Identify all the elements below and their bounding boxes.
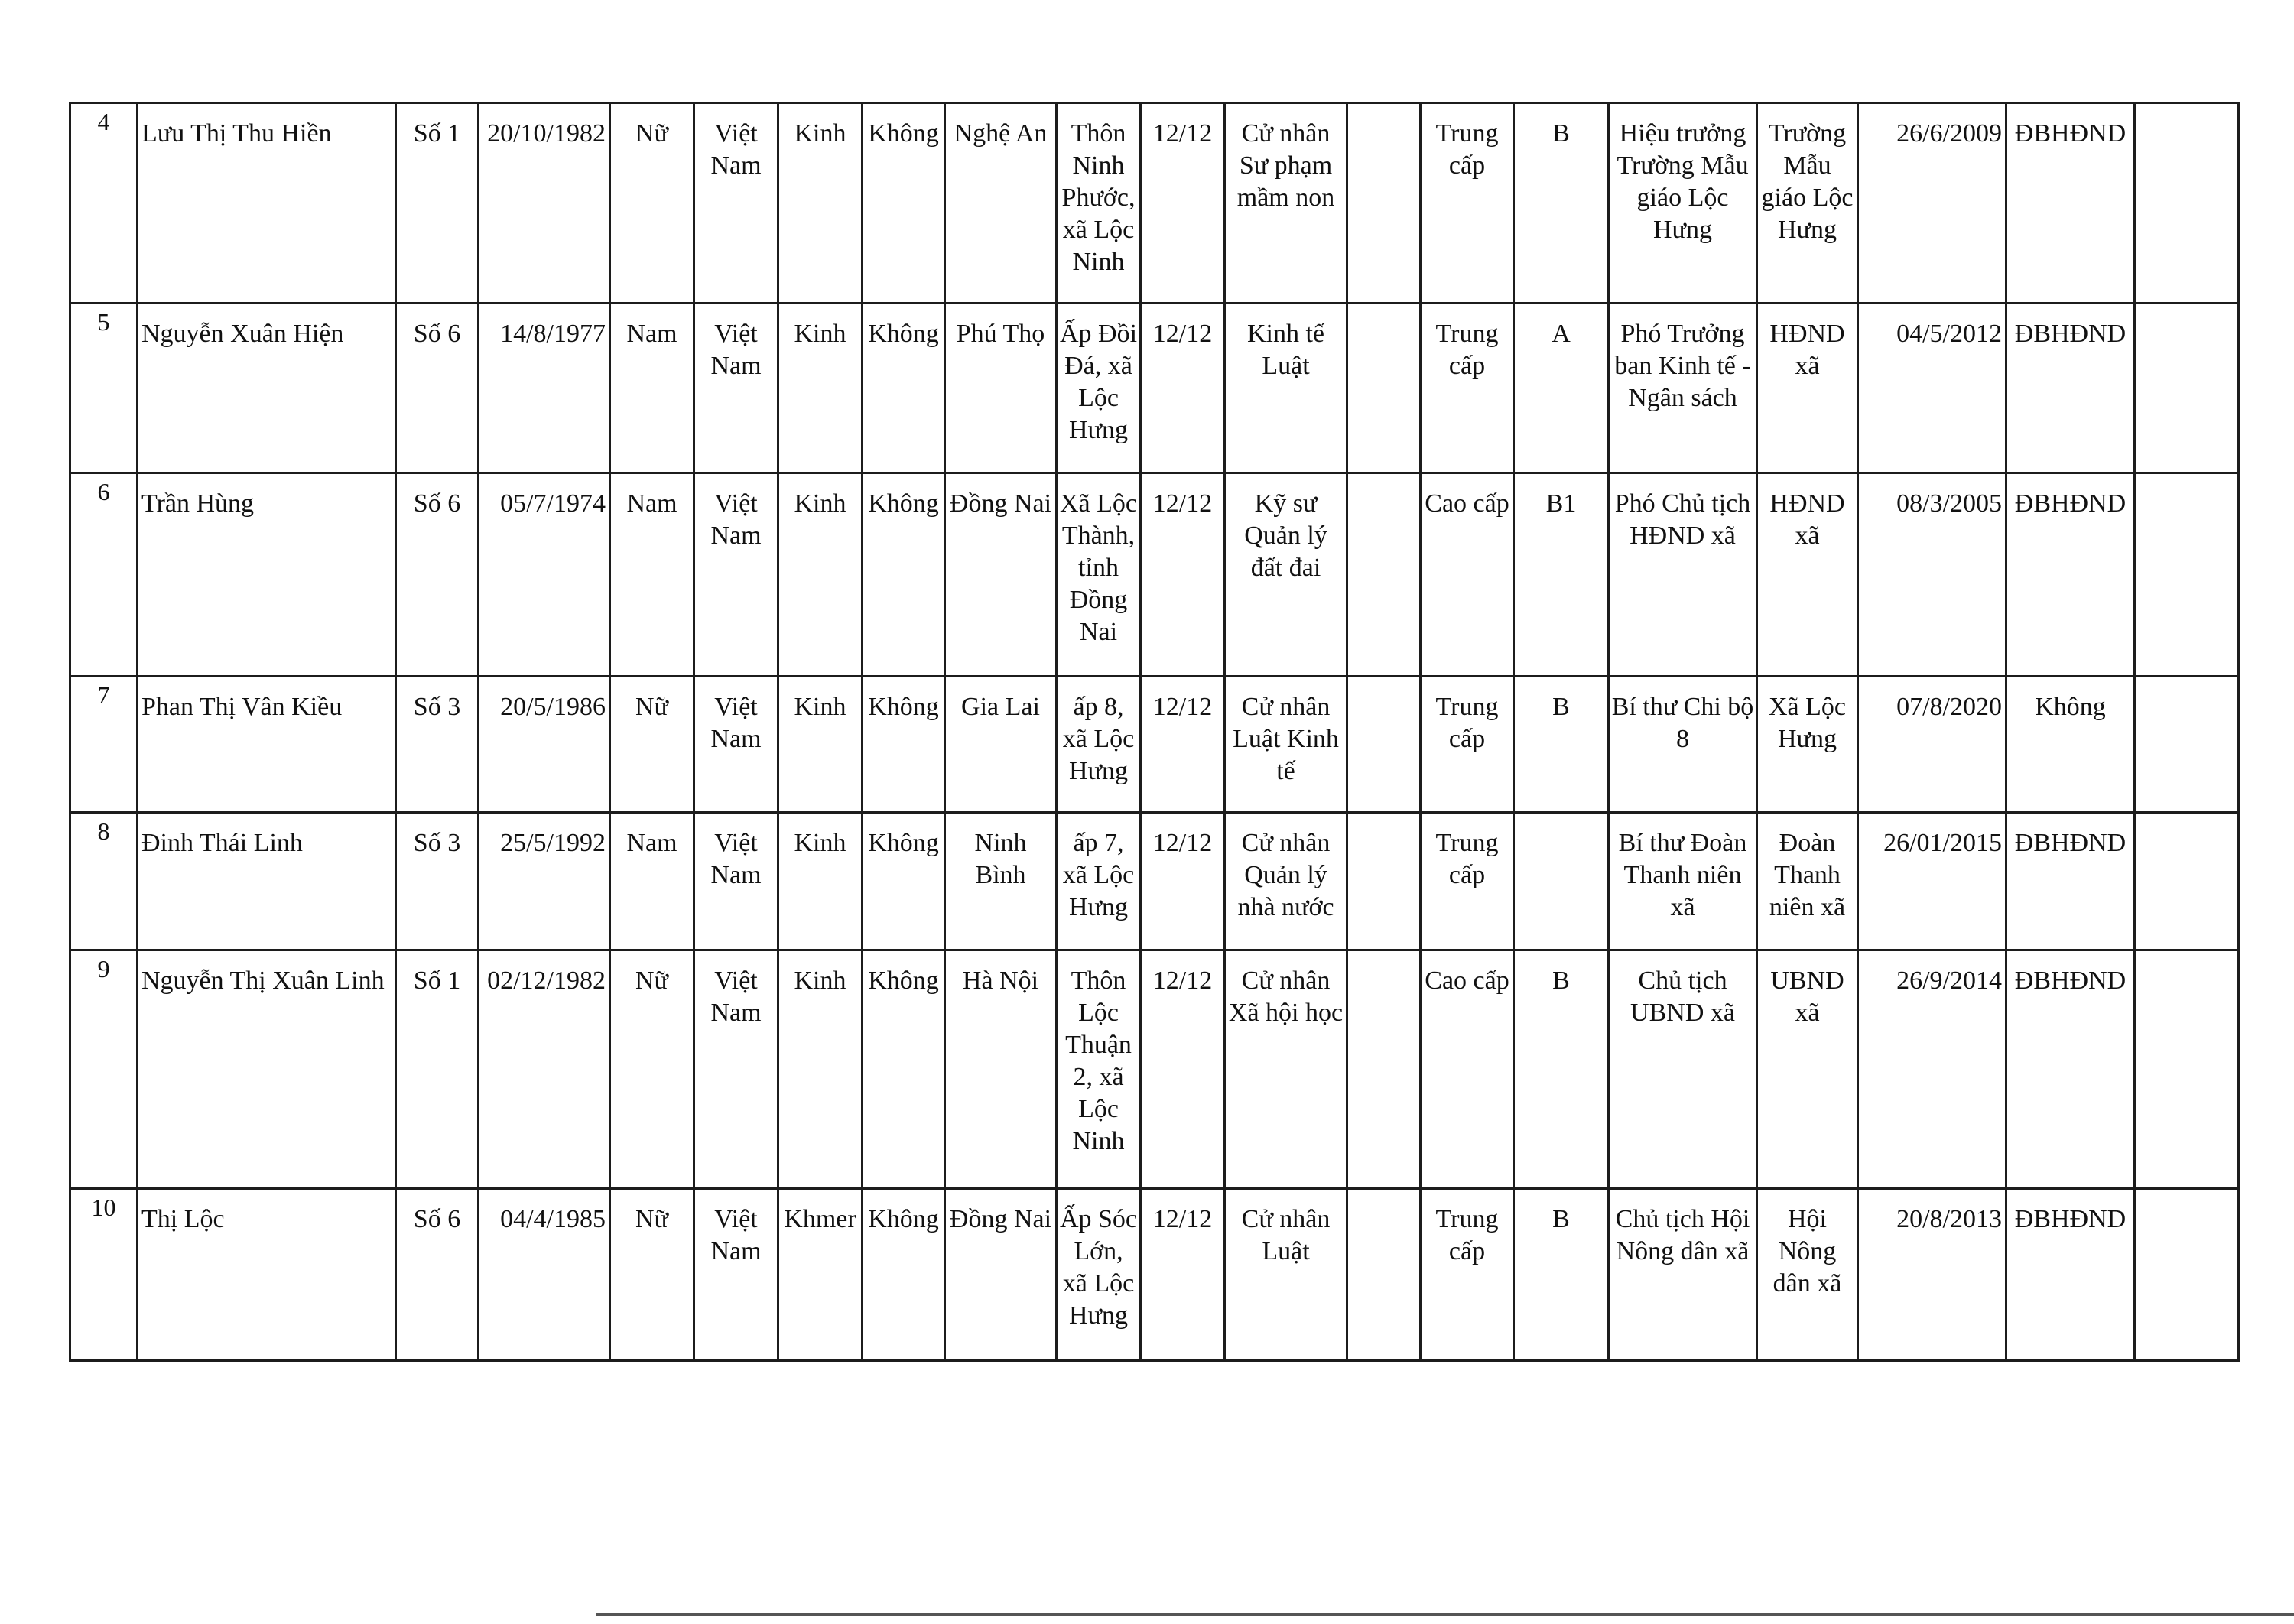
cell-empty-cell xyxy=(1347,950,1421,1189)
cell-row-number: 10 xyxy=(70,1189,138,1361)
cell-full-name: Nguyễn Xuân Hiện xyxy=(138,304,396,473)
cell-ethnicity: Kinh xyxy=(778,473,863,677)
cell-party-admission-date: 26/9/2014 xyxy=(1858,950,2006,1189)
cell-workplace: Xã Lộc Hưng xyxy=(1757,677,1858,813)
cell-district-number: Số 3 xyxy=(396,813,479,950)
cell-date-of-birth: 14/8/1977 xyxy=(479,304,610,473)
cell-full-name: Phan Thị Vân Kiều xyxy=(138,677,396,813)
cell-job-position: Phó Chủ tịch HĐND xã xyxy=(1609,473,1757,677)
cell-job-position: Bí thư Đoàn Thanh niên xã xyxy=(1609,813,1757,950)
table-row xyxy=(70,473,2239,677)
cell-nationality: Việt Nam xyxy=(694,103,778,304)
cell-general-education: 12/12 xyxy=(1141,677,1225,813)
cell-notes-cell xyxy=(2135,677,2239,813)
cell-workplace: Trường Mẫu giáo Lộc Hưng xyxy=(1757,103,1858,304)
cell-full-name: Đinh Thái Linh xyxy=(138,813,396,950)
cell-job-position: Hiệu trưởng Trường Mẫu giáo Lộc Hưng xyxy=(1609,103,1757,304)
cell-hometown: Gia Lai xyxy=(945,677,1057,813)
cell-nationality: Việt Nam xyxy=(694,950,778,1189)
cell-district-number: Số 6 xyxy=(396,1189,479,1361)
cell-professional-degree: Cử nhân Sư phạm mầm non xyxy=(1225,103,1347,304)
cell-workplace: Đoàn Thanh niên xã xyxy=(1757,813,1858,950)
cell-nationality: Việt Nam xyxy=(694,304,778,473)
cell-religion: Không xyxy=(863,950,945,1189)
cell-full-name: Lưu Thị Thu Hiền xyxy=(138,103,396,304)
cell-hometown: Hà Nội xyxy=(945,950,1057,1189)
table-row xyxy=(70,304,2239,473)
cell-gender: Nam xyxy=(610,813,694,950)
cell-party-admission-date: 08/3/2005 xyxy=(1858,473,2006,677)
cell-foreign-language: A xyxy=(1514,304,1609,473)
cell-empty-cell xyxy=(1347,103,1421,304)
cell-empty-cell xyxy=(1347,813,1421,950)
table-row xyxy=(70,677,2239,813)
cell-empty-cell xyxy=(1347,677,1421,813)
cell-party-admission-date: 26/6/2009 xyxy=(1858,103,2006,304)
cell-delegate-status: ĐBHĐND xyxy=(2006,1189,2135,1361)
cell-foreign-language: B xyxy=(1514,677,1609,813)
cell-job-position: Phó Trưởng ban Kinh tế - Ngân sách xyxy=(1609,304,1757,473)
cell-general-education: 12/12 xyxy=(1141,950,1225,1189)
cell-religion: Không xyxy=(863,473,945,677)
cell-residence: ấp 7, xã Lộc Hưng xyxy=(1057,813,1141,950)
cell-residence: ấp 8, xã Lộc Hưng xyxy=(1057,677,1141,813)
cell-nationality: Việt Nam xyxy=(694,677,778,813)
cell-delegate-status: ĐBHĐND xyxy=(2006,304,2135,473)
cell-religion: Không xyxy=(863,677,945,813)
cell-workplace: HĐND xã xyxy=(1757,304,1858,473)
cell-empty-cell xyxy=(1347,473,1421,677)
cell-notes-cell xyxy=(2135,473,2239,677)
cell-job-position: Chủ tịch Hội Nông dân xã xyxy=(1609,1189,1757,1361)
cell-gender: Nam xyxy=(610,304,694,473)
cell-political-theory: Trung cấp xyxy=(1421,1189,1514,1361)
cell-notes-cell xyxy=(2135,1189,2239,1361)
cell-row-number: 5 xyxy=(70,304,138,473)
cell-row-number: 8 xyxy=(70,813,138,950)
cell-date-of-birth: 20/10/1982 xyxy=(479,103,610,304)
cell-gender: Nữ xyxy=(610,1189,694,1361)
cell-full-name: Nguyễn Thị Xuân Linh xyxy=(138,950,396,1189)
cell-political-theory: Trung cấp xyxy=(1421,813,1514,950)
cell-hometown: Nghệ An xyxy=(945,103,1057,304)
cell-notes-cell xyxy=(2135,304,2239,473)
cell-residence: Ấp Sóc Lớn, xã Lộc Hưng xyxy=(1057,1189,1141,1361)
cell-foreign-language: B xyxy=(1514,950,1609,1189)
cell-hometown: Ninh Bình xyxy=(945,813,1057,950)
cell-empty-cell xyxy=(1347,304,1421,473)
cell-job-position: Bí thư Chi bộ 8 xyxy=(1609,677,1757,813)
cell-residence: Ấp Đồi Đá, xã Lộc Hưng xyxy=(1057,304,1141,473)
cell-nationality: Việt Nam xyxy=(694,813,778,950)
cell-delegate-status: Không xyxy=(2006,677,2135,813)
page-bottom-rule xyxy=(596,1613,2294,1616)
table-body xyxy=(70,103,2239,1361)
cell-political-theory: Trung cấp xyxy=(1421,304,1514,473)
cell-workplace: UBND xã xyxy=(1757,950,1858,1189)
candidate-table xyxy=(69,102,2240,1362)
table-row xyxy=(70,103,2239,304)
cell-party-admission-date: 04/5/2012 xyxy=(1858,304,2006,473)
cell-date-of-birth: 25/5/1992 xyxy=(479,813,610,950)
cell-professional-degree: Kinh tế Luật xyxy=(1225,304,1347,473)
cell-general-education: 12/12 xyxy=(1141,1189,1225,1361)
cell-district-number: Số 1 xyxy=(396,103,479,304)
cell-gender: Nữ xyxy=(610,103,694,304)
table-row xyxy=(70,950,2239,1189)
cell-party-admission-date: 26/01/2015 xyxy=(1858,813,2006,950)
cell-delegate-status: ĐBHĐND xyxy=(2006,813,2135,950)
cell-notes-cell xyxy=(2135,950,2239,1189)
table-row xyxy=(70,813,2239,950)
table-row xyxy=(70,1189,2239,1361)
cell-professional-degree: Cử nhân Xã hội học xyxy=(1225,950,1347,1189)
cell-job-position: Chủ tịch UBND xã xyxy=(1609,950,1757,1189)
cell-religion: Không xyxy=(863,1189,945,1361)
cell-religion: Không xyxy=(863,103,945,304)
cell-party-admission-date: 07/8/2020 xyxy=(1858,677,2006,813)
cell-political-theory: Trung cấp xyxy=(1421,677,1514,813)
cell-professional-degree: Cử nhân Luật xyxy=(1225,1189,1347,1361)
cell-ethnicity: Khmer xyxy=(778,1189,863,1361)
cell-religion: Không xyxy=(863,813,945,950)
cell-ethnicity: Kinh xyxy=(778,677,863,813)
cell-ethnicity: Kinh xyxy=(778,304,863,473)
cell-professional-degree: Kỹ sư Quản lý đất đai xyxy=(1225,473,1347,677)
cell-district-number: Số 6 xyxy=(396,304,479,473)
cell-district-number: Số 6 xyxy=(396,473,479,677)
cell-hometown: Đồng Nai xyxy=(945,1189,1057,1361)
cell-workplace: HĐND xã xyxy=(1757,473,1858,677)
cell-date-of-birth: 04/4/1985 xyxy=(479,1189,610,1361)
cell-residence: Xã Lộc Thành, tỉnh Đồng Nai xyxy=(1057,473,1141,677)
cell-row-number: 6 xyxy=(70,473,138,677)
cell-row-number: 7 xyxy=(70,677,138,813)
cell-gender: Nữ xyxy=(610,677,694,813)
cell-general-education: 12/12 xyxy=(1141,813,1225,950)
cell-professional-degree: Cử nhân Quản lý nhà nước xyxy=(1225,813,1347,950)
cell-professional-degree: Cử nhân Luật Kinh tế xyxy=(1225,677,1347,813)
cell-hometown: Đồng Nai xyxy=(945,473,1057,677)
cell-residence: Thôn Ninh Phước, xã Lộc Ninh xyxy=(1057,103,1141,304)
cell-date-of-birth: 05/7/1974 xyxy=(479,473,610,677)
cell-notes-cell xyxy=(2135,103,2239,304)
cell-workplace: Hội Nông dân xã xyxy=(1757,1189,1858,1361)
cell-religion: Không xyxy=(863,304,945,473)
cell-date-of-birth: 20/5/1986 xyxy=(479,677,610,813)
cell-row-number: 4 xyxy=(70,103,138,304)
cell-full-name: Thị Lộc xyxy=(138,1189,396,1361)
cell-notes-cell xyxy=(2135,813,2239,950)
cell-delegate-status: ĐBHĐND xyxy=(2006,950,2135,1189)
cell-political-theory: Cao cấp xyxy=(1421,473,1514,677)
cell-foreign-language: B1 xyxy=(1514,473,1609,677)
cell-ethnicity: Kinh xyxy=(778,950,863,1189)
cell-district-number: Số 3 xyxy=(396,677,479,813)
cell-political-theory: Trung cấp xyxy=(1421,103,1514,304)
cell-full-name: Trần Hùng xyxy=(138,473,396,677)
cell-general-education: 12/12 xyxy=(1141,473,1225,677)
cell-foreign-language xyxy=(1514,813,1609,950)
cell-gender: Nữ xyxy=(610,950,694,1189)
cell-delegate-status: ĐBHĐND xyxy=(2006,473,2135,677)
cell-foreign-language: B xyxy=(1514,1189,1609,1361)
cell-political-theory: Cao cấp xyxy=(1421,950,1514,1189)
cell-nationality: Việt Nam xyxy=(694,1189,778,1361)
cell-delegate-status: ĐBHĐND xyxy=(2006,103,2135,304)
cell-empty-cell xyxy=(1347,1189,1421,1361)
cell-ethnicity: Kinh xyxy=(778,103,863,304)
cell-ethnicity: Kinh xyxy=(778,813,863,950)
cell-nationality: Việt Nam xyxy=(694,473,778,677)
cell-foreign-language: B xyxy=(1514,103,1609,304)
cell-date-of-birth: 02/12/1982 xyxy=(479,950,610,1189)
cell-district-number: Số 1 xyxy=(396,950,479,1189)
cell-general-education: 12/12 xyxy=(1141,103,1225,304)
cell-general-education: 12/12 xyxy=(1141,304,1225,473)
cell-row-number: 9 xyxy=(70,950,138,1189)
cell-residence: Thôn Lộc Thuận 2, xã Lộc Ninh xyxy=(1057,950,1141,1189)
cell-gender: Nam xyxy=(610,473,694,677)
cell-hometown: Phú Thọ xyxy=(945,304,1057,473)
cell-party-admission-date: 20/8/2013 xyxy=(1858,1189,2006,1361)
